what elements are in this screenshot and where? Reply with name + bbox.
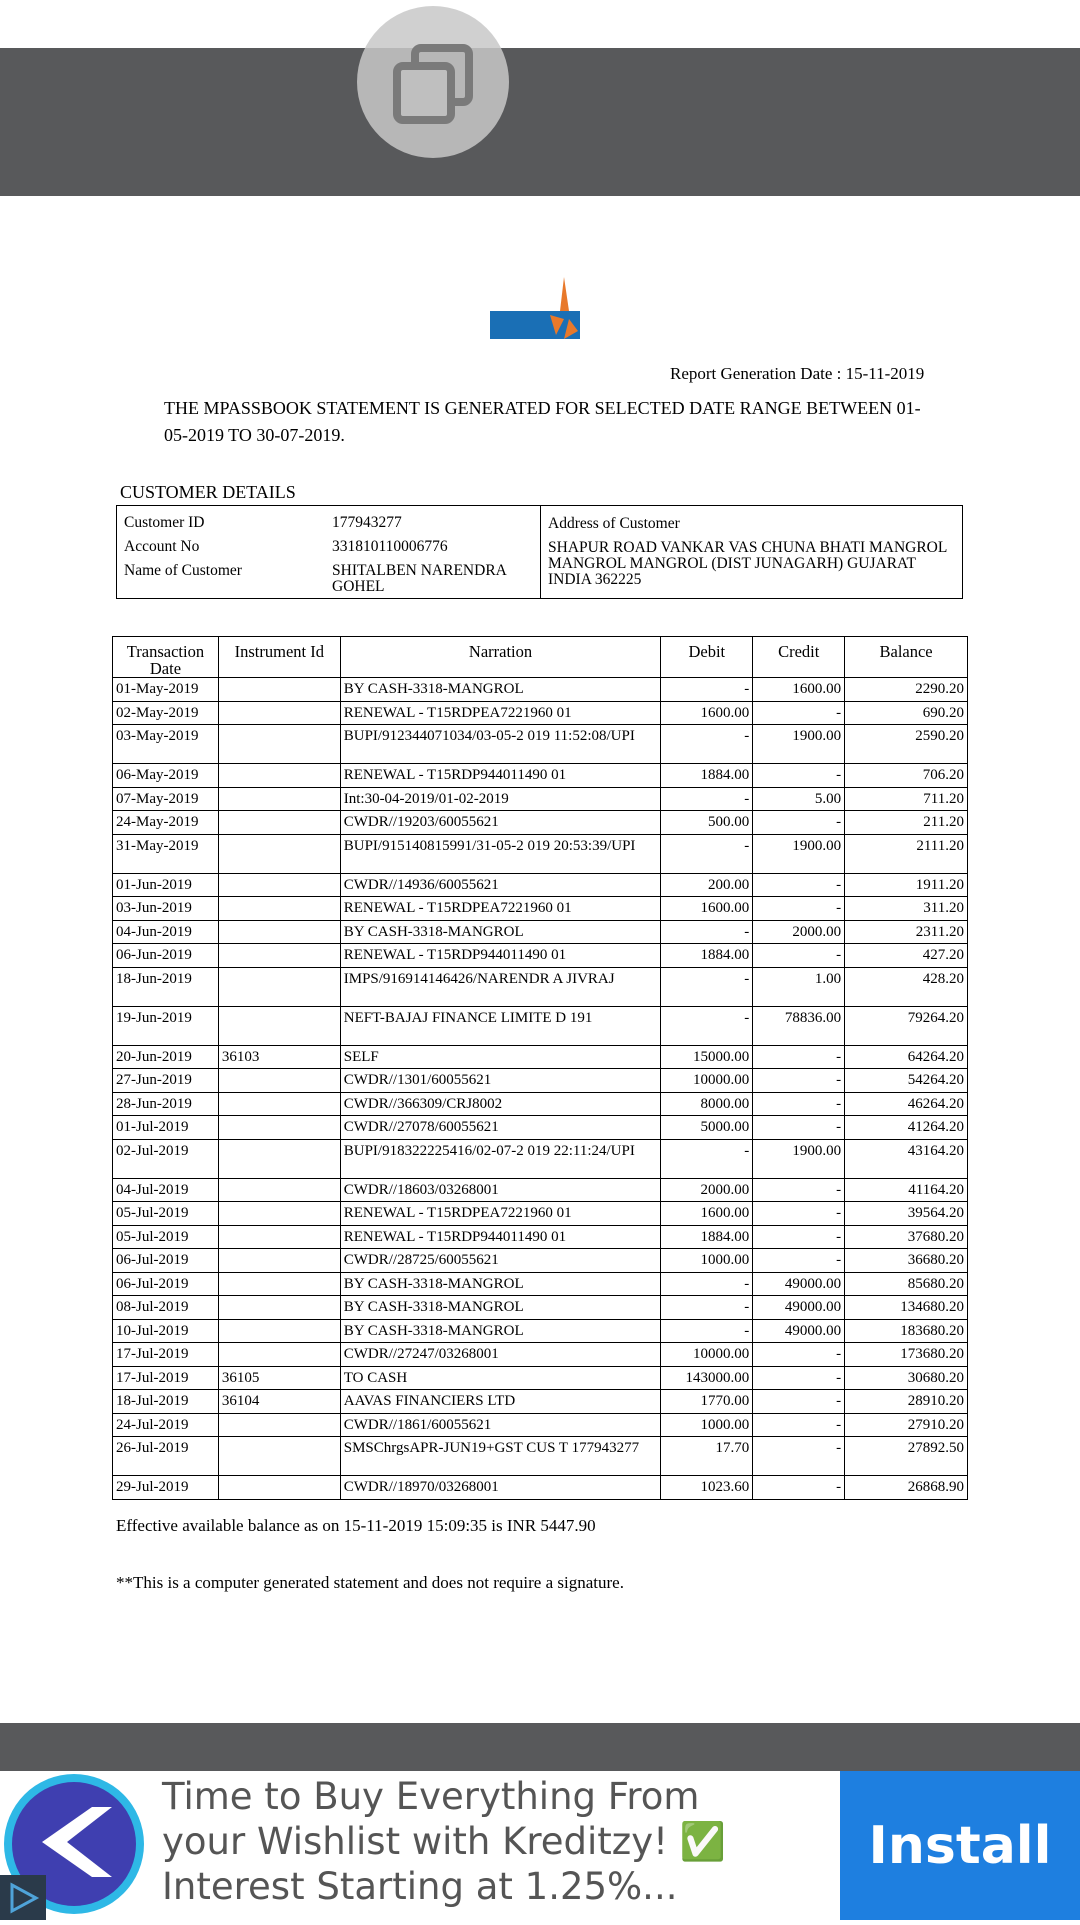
cell-debit: 10000.00 <box>661 1343 753 1367</box>
header-balance: Balance <box>845 637 968 678</box>
cell-debit: - <box>661 967 753 1006</box>
cell-date: 03-May-2019 <box>113 725 219 764</box>
cell-debit: - <box>661 1296 753 1320</box>
cell-narration: CWDR//27078/60055621 <box>340 1116 661 1140</box>
cell-instrument-id <box>218 1296 340 1320</box>
account-no-label: Account No <box>124 538 200 555</box>
cell-date: 01-May-2019 <box>113 678 219 702</box>
cell-credit: 1.00 <box>753 967 845 1006</box>
cell-debit: 17.70 <box>661 1437 753 1476</box>
cell-credit: - <box>753 1045 845 1069</box>
cell-narration: CWDR//18970/03268001 <box>340 1476 661 1500</box>
cell-date: 24-Jul-2019 <box>113 1413 219 1437</box>
cell-balance: 2290.20 <box>845 678 968 702</box>
cell-date: 08-Jul-2019 <box>113 1296 219 1320</box>
table-row <box>113 701 968 725</box>
cell-debit: - <box>661 678 753 702</box>
cell-narration: RENEWAL - T15RDPEA7221960 01 <box>340 1202 661 1226</box>
customer-details-title: CUSTOMER DETAILS <box>120 482 296 502</box>
cell-narration: BUPI/912344071034/03-05-2 019 11:52:08/UPI <box>340 725 661 764</box>
cell-balance: 27892.50 <box>845 1437 968 1476</box>
table-row <box>113 1319 968 1343</box>
cell-credit: 1900.00 <box>753 725 845 764</box>
cell-debit: 10000.00 <box>661 1069 753 1093</box>
cell-debit: 200.00 <box>661 873 753 897</box>
cell-date: 19-Jun-2019 <box>113 1006 219 1045</box>
address-label: Address of Customer <box>548 515 680 532</box>
table-row <box>113 1225 968 1249</box>
cell-credit: 78836.00 <box>753 1006 845 1045</box>
statement-heading: THE MPASSBOOK STATEMENT IS GENERATED FOR SELECTED DATE RANGE BETWEEN 01-05-2019 TO 30-07-2019. <box>164 398 921 445</box>
cell-debit: 15000.00 <box>661 1045 753 1069</box>
cell-date: 28-Jun-2019 <box>113 1092 219 1116</box>
customer-name-value: SHITALBEN NARENDRA GOHEL <box>332 562 506 595</box>
table-row <box>113 1476 968 1500</box>
cell-instrument-id <box>218 920 340 944</box>
cell-instrument-id <box>218 1202 340 1226</box>
cell-balance: 39564.20 <box>845 1202 968 1226</box>
table-row <box>113 1178 968 1202</box>
table-row <box>113 725 968 764</box>
cell-debit: - <box>661 1006 753 1045</box>
copy-pages-icon <box>385 34 481 130</box>
header-narration: Narration <box>340 637 661 678</box>
ad-text[interactable]: Time to Buy Everything From your Wishlist with Kreditzy! ✅ Interest Starting at 1.25%... <box>162 1775 726 1908</box>
cell-credit: - <box>753 1366 845 1390</box>
header-debit: Debit <box>661 637 753 678</box>
cell-narration: CWDR//1861/60055621 <box>340 1413 661 1437</box>
cell-date: 18-Jul-2019 <box>113 1390 219 1414</box>
transactions-table <box>112 636 968 1500</box>
table-row <box>113 1272 968 1296</box>
cell-credit: - <box>753 1116 845 1140</box>
table-row <box>113 1116 968 1140</box>
table-row <box>113 787 968 811</box>
cell-date: 05-Jul-2019 <box>113 1225 219 1249</box>
cell-narration: TO CASH <box>340 1366 661 1390</box>
cell-debit: 1884.00 <box>661 1225 753 1249</box>
header-credit: Credit <box>753 637 845 678</box>
computer-generated-note: **This is a computer generated statement and does not require a signature. <box>116 1573 624 1592</box>
cell-credit: - <box>753 811 845 835</box>
table-row <box>113 1092 968 1116</box>
cell-instrument-id <box>218 1139 340 1178</box>
cell-narration: BY CASH-3318-MANGROL <box>340 1272 661 1296</box>
cell-debit: 1023.60 <box>661 1476 753 1500</box>
cell-narration: CWDR//366309/CRJ8002 <box>340 1092 661 1116</box>
install-button[interactable]: Install <box>840 1771 1080 1920</box>
cell-debit: - <box>661 1319 753 1343</box>
cell-balance: 27910.20 <box>845 1413 968 1437</box>
table-row <box>113 1343 968 1367</box>
cell-date: 04-Jun-2019 <box>113 920 219 944</box>
viewer-bottom-bar <box>0 1723 1080 1771</box>
cell-credit: - <box>753 1225 845 1249</box>
cell-debit: 8000.00 <box>661 1092 753 1116</box>
cell-credit: 2000.00 <box>753 920 845 944</box>
table-row <box>113 678 968 702</box>
cell-date: 01-Jul-2019 <box>113 1116 219 1140</box>
cell-credit: - <box>753 1437 845 1476</box>
cell-balance: 37680.20 <box>845 1225 968 1249</box>
cell-balance: 28910.20 <box>845 1390 968 1414</box>
cell-balance: 26868.90 <box>845 1476 968 1500</box>
cell-date: 20-Jun-2019 <box>113 1045 219 1069</box>
cell-date: 02-Jul-2019 <box>113 1139 219 1178</box>
cell-narration: BUPI/915140815991/31-05-2 019 20:53:39/UPI <box>340 834 661 873</box>
cell-credit: 49000.00 <box>753 1296 845 1320</box>
report-generation-date: Report Generation Date : 15-11-2019 <box>670 364 925 383</box>
cell-credit: - <box>753 1202 845 1226</box>
cell-instrument-id <box>218 1178 340 1202</box>
cell-debit: 1600.00 <box>661 897 753 921</box>
cell-credit: 49000.00 <box>753 1319 845 1343</box>
cell-date: 29-Jul-2019 <box>113 1476 219 1500</box>
cell-narration: RENEWAL - T15RDP944011490 01 <box>340 944 661 968</box>
cell-date: 01-Jun-2019 <box>113 873 219 897</box>
cell-narration: AAVAS FINANCIERS LTD <box>340 1390 661 1414</box>
cell-date: 06-Jul-2019 <box>113 1272 219 1296</box>
table-row <box>113 1366 968 1390</box>
cell-narration: CWDR//18603/03268001 <box>340 1178 661 1202</box>
customer-id-value: 177943277 <box>332 514 402 531</box>
cell-narration: SELF <box>340 1045 661 1069</box>
table-row <box>113 1249 968 1273</box>
cell-credit: 1900.00 <box>753 834 845 873</box>
address-value: SHAPUR ROAD VANKAR VAS CHUNA BHATI MANGROL MANGROL MANGROL (DIST JUNAGARH) GUJARAT INDIA 362225 <box>548 539 947 588</box>
cell-narration: NEFT-BAJAJ FINANCE LIMITE D 191 <box>340 1006 661 1045</box>
cell-narration: BUPI/918322225416/02-07-2 019 22:11:24/UPI <box>340 1139 661 1178</box>
cell-instrument-id <box>218 1092 340 1116</box>
cell-narration: RENEWAL - T15RDP944011490 01 <box>340 1225 661 1249</box>
cell-instrument-id <box>218 944 340 968</box>
cell-instrument-id <box>218 1343 340 1367</box>
cell-debit: 1884.00 <box>661 944 753 968</box>
table-row <box>113 1296 968 1320</box>
table-row <box>113 1413 968 1437</box>
cell-credit: - <box>753 897 845 921</box>
bank-logo <box>490 275 586 365</box>
table-row <box>113 811 968 835</box>
cell-balance: 41164.20 <box>845 1178 968 1202</box>
table-row <box>113 944 968 968</box>
cell-debit: 500.00 <box>661 811 753 835</box>
cell-date: 03-Jun-2019 <box>113 897 219 921</box>
cell-debit: - <box>661 1272 753 1296</box>
cell-debit: 1884.00 <box>661 764 753 788</box>
cell-debit: 1000.00 <box>661 1249 753 1273</box>
cell-instrument-id: 36105 <box>218 1366 340 1390</box>
cell-date: 31-May-2019 <box>113 834 219 873</box>
table-row <box>113 1390 968 1414</box>
cell-narration: IMPS/916914146426/NARENDR A JIVRAJ <box>340 967 661 1006</box>
cell-balance: 30680.20 <box>845 1366 968 1390</box>
cell-date: 27-Jun-2019 <box>113 1069 219 1093</box>
effective-balance: Effective available balance as on 15-11-2019 15:09:35 is INR 5447.90 <box>116 1516 596 1535</box>
customer-name-label: Name of Customer <box>124 562 242 579</box>
table-row <box>113 1045 968 1069</box>
cell-credit: - <box>753 701 845 725</box>
cell-debit: - <box>661 787 753 811</box>
cell-instrument-id <box>218 834 340 873</box>
cell-instrument-id <box>218 1437 340 1476</box>
cell-instrument-id <box>218 787 340 811</box>
cell-debit: 1600.00 <box>661 701 753 725</box>
cell-narration: BY CASH-3318-MANGROL <box>340 678 661 702</box>
table-row <box>113 764 968 788</box>
cell-debit: - <box>661 1139 753 1178</box>
cell-credit: - <box>753 1390 845 1414</box>
cell-instrument-id <box>218 811 340 835</box>
cell-credit: - <box>753 1249 845 1273</box>
cell-debit: - <box>661 725 753 764</box>
cell-date: 18-Jun-2019 <box>113 967 219 1006</box>
table-row <box>113 967 968 1006</box>
cell-credit: - <box>753 764 845 788</box>
cell-credit: 1600.00 <box>753 678 845 702</box>
cell-credit: 1900.00 <box>753 1139 845 1178</box>
cell-debit: 2000.00 <box>661 1178 753 1202</box>
cell-instrument-id: 36103 <box>218 1045 340 1069</box>
cell-narration: RENEWAL - T15RDPEA7221960 01 <box>340 897 661 921</box>
cell-debit: 1000.00 <box>661 1413 753 1437</box>
cell-balance: 2590.20 <box>845 725 968 764</box>
cell-instrument-id <box>218 1476 340 1500</box>
cell-instrument-id <box>218 1006 340 1045</box>
customer-details-box <box>116 505 963 599</box>
cell-balance: 711.20 <box>845 787 968 811</box>
table-row <box>113 1006 968 1045</box>
cell-date: 26-Jul-2019 <box>113 1437 219 1476</box>
cell-date: 06-Jul-2019 <box>113 1249 219 1273</box>
cell-debit: 1770.00 <box>661 1390 753 1414</box>
viewer-toolbar <box>0 48 1080 196</box>
table-row <box>113 1437 968 1476</box>
cell-credit: - <box>753 1476 845 1500</box>
cell-date: 06-May-2019 <box>113 764 219 788</box>
cell-narration: CWDR//19203/60055621 <box>340 811 661 835</box>
header-transaction-date: Transaction Date <box>113 637 219 678</box>
cell-debit: - <box>661 920 753 944</box>
cell-balance: 311.20 <box>845 897 968 921</box>
cell-instrument-id <box>218 897 340 921</box>
cell-instrument-id <box>218 967 340 1006</box>
cell-balance: 43164.20 <box>845 1139 968 1178</box>
cell-instrument-id <box>218 725 340 764</box>
cell-date: 02-May-2019 <box>113 701 219 725</box>
cell-narration: BY CASH-3318-MANGROL <box>340 920 661 944</box>
cell-instrument-id <box>218 873 340 897</box>
cell-credit: - <box>753 1413 845 1437</box>
cell-narration: CWDR//14936/60055621 <box>340 873 661 897</box>
account-no-value: 331810110006776 <box>332 538 448 555</box>
cell-balance: 690.20 <box>845 701 968 725</box>
cell-instrument-id <box>218 1413 340 1437</box>
cell-narration: CWDR//1301/60055621 <box>340 1069 661 1093</box>
cell-credit: 49000.00 <box>753 1272 845 1296</box>
cell-instrument-id <box>218 764 340 788</box>
cell-balance: 173680.20 <box>845 1343 968 1367</box>
cell-date: 17-Jul-2019 <box>113 1366 219 1390</box>
copy-pages-button[interactable] <box>357 6 509 158</box>
cell-credit: - <box>753 1069 845 1093</box>
cell-date: 05-Jul-2019 <box>113 1202 219 1226</box>
cell-balance: 1911.20 <box>845 873 968 897</box>
cell-debit: 143000.00 <box>661 1366 753 1390</box>
cell-balance: 64264.20 <box>845 1045 968 1069</box>
cell-balance: 183680.20 <box>845 1319 968 1343</box>
cell-debit: - <box>661 834 753 873</box>
cell-debit: 1600.00 <box>661 1202 753 1226</box>
cell-narration: BY CASH-3318-MANGROL <box>340 1319 661 1343</box>
cell-instrument-id <box>218 701 340 725</box>
cell-credit: 5.00 <box>753 787 845 811</box>
cell-date: 17-Jul-2019 <box>113 1343 219 1367</box>
table-row <box>113 1202 968 1226</box>
cell-balance: 2111.20 <box>845 834 968 873</box>
table-row <box>113 834 968 873</box>
cell-balance: 85680.20 <box>845 1272 968 1296</box>
cell-instrument-id <box>218 678 340 702</box>
cell-credit: - <box>753 1343 845 1367</box>
cell-instrument-id <box>218 1069 340 1093</box>
table-row <box>113 897 968 921</box>
cell-balance: 36680.20 <box>845 1249 968 1273</box>
table-row <box>113 1069 968 1093</box>
table-row <box>113 873 968 897</box>
cell-credit: - <box>753 944 845 968</box>
cell-credit: - <box>753 1092 845 1116</box>
table-row <box>113 920 968 944</box>
cell-date: 06-Jun-2019 <box>113 944 219 968</box>
cell-balance: 427.20 <box>845 944 968 968</box>
table-header-row <box>113 637 968 678</box>
cell-narration: CWDR//28725/60055621 <box>340 1249 661 1273</box>
cell-narration: Int:30-04-2019/01-02-2019 <box>340 787 661 811</box>
cell-instrument-id <box>218 1319 340 1343</box>
cell-balance: 41264.20 <box>845 1116 968 1140</box>
cell-credit: - <box>753 1178 845 1202</box>
cell-date: 24-May-2019 <box>113 811 219 835</box>
cell-date: 07-May-2019 <box>113 787 219 811</box>
cell-date: 04-Jul-2019 <box>113 1178 219 1202</box>
adchoices-icon[interactable] <box>0 1875 46 1920</box>
cell-balance: 706.20 <box>845 764 968 788</box>
cell-instrument-id: 36104 <box>218 1390 340 1414</box>
cell-instrument-id <box>218 1272 340 1296</box>
header-instrument-id: Instrument Id <box>218 637 340 678</box>
cell-credit: - <box>753 873 845 897</box>
cell-instrument-id <box>218 1116 340 1140</box>
cell-narration: RENEWAL - T15RDPEA7221960 01 <box>340 701 661 725</box>
cell-balance: 211.20 <box>845 811 968 835</box>
cell-narration: RENEWAL - T15RDP944011490 01 <box>340 764 661 788</box>
cell-narration: BY CASH-3318-MANGROL <box>340 1296 661 1320</box>
cell-debit: 5000.00 <box>661 1116 753 1140</box>
cell-instrument-id <box>218 1249 340 1273</box>
cell-instrument-id <box>218 1225 340 1249</box>
cell-narration: SMSChrgsAPR-JUN19+GST CUS T 177943277 <box>340 1437 661 1476</box>
cell-balance: 428.20 <box>845 967 968 1006</box>
cell-balance: 2311.20 <box>845 920 968 944</box>
customer-id-label: Customer ID <box>124 514 205 531</box>
cell-balance: 54264.20 <box>845 1069 968 1093</box>
cell-balance: 46264.20 <box>845 1092 968 1116</box>
cell-date: 10-Jul-2019 <box>113 1319 219 1343</box>
cell-balance: 79264.20 <box>845 1006 968 1045</box>
ad-banner[interactable] <box>0 1771 1080 1920</box>
cell-narration: CWDR//27247/03268001 <box>340 1343 661 1367</box>
table-row <box>113 1139 968 1178</box>
cell-balance: 134680.20 <box>845 1296 968 1320</box>
